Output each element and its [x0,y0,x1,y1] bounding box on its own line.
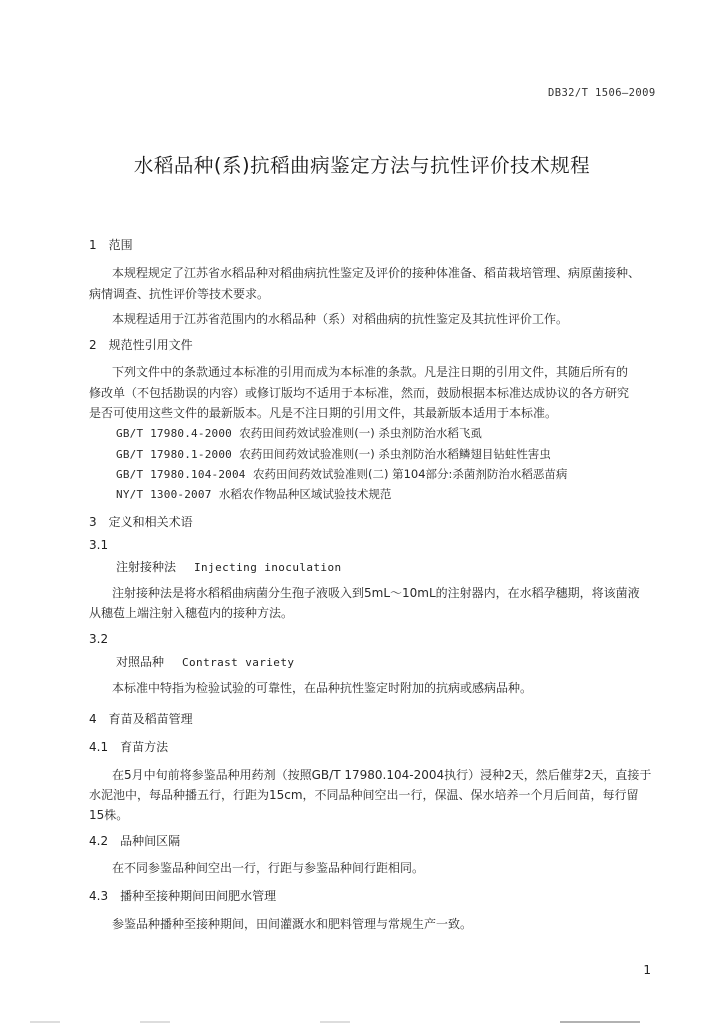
term-number: 3.1 [89,538,109,552]
term-chinese: 注射接种法 [116,560,177,574]
reference-code: NY/T 1300-2007 [116,488,212,501]
subsection-4-1-heading [89,738,168,755]
subsection-title: 播种至接种期间田间肥水管理 [120,889,277,903]
section-title: 育苗及稻苗管理 [108,712,193,726]
paragraph: 本规程规定了江苏省水稻品种对稻曲病抗性鉴定及评价的接种体准备、稻苗栽培管理、病原菌接种、 [112,266,641,280]
reference-title: 水稻农作物品种区域试验技术规范 [218,487,392,501]
reference-title: 农药田间药效试验准则(一) 杀虫剂防治水稻鳞翅目钻蛀性害虫 [239,447,551,461]
reference-title: 农药田间药效试验准则(一) 杀虫剂防治水稻飞虱 [239,426,482,440]
section-number: 4 [89,712,97,726]
term-entry [116,653,294,670]
term-number: 3.2 [89,632,109,646]
paragraph: 15株。 [89,808,129,822]
paragraph: 修改单（不包括勘误的内容）或修订版均不适用于本标准，然而，鼓励根据本标准达成协议的各方研究 [89,386,630,400]
paragraph: 下列文件中的条款通过本标准的引用而成为本标准的条款。凡是注日期的引用文件，其随后所有的 [112,365,629,379]
reference-title: 农药田间药效试验准则(二) 第104部分:杀菌剂防治水稻恶苗病 [252,467,568,481]
section-title: 规范性引用文件 [108,338,193,352]
scan-edge-marks [0,1018,724,1024]
subsection-number: 4.2 [89,834,109,848]
reference-item [116,446,551,462]
paragraph: 水泥池中，每品种播五行，行距为15cm，不同品种间空出一行，保温、保水培养一个月后间苗，每行留 [89,788,639,802]
standard-number: DB32/T 1506—2009 [548,87,656,99]
paragraph: 参鉴品种播种至接种期间，田间灌溉水和肥料管理与常规生产一致。 [112,917,473,931]
section-3-heading [89,513,193,530]
term-chinese: 对照品种 [116,655,165,669]
reference-item [116,486,391,502]
page-number: 1 [643,963,651,977]
subsection-4-3-heading [89,887,276,904]
term-english: Contrast variety [182,656,295,669]
paragraph: 是否可使用这些文件的最新版本。凡是不注日期的引用文件，其最新版本适用于本标准。 [89,406,558,420]
reference-code: GB/T 17980.4-2000 [116,427,232,440]
paragraph: 在5月中旬前将参鉴品种用药剂（按照GB/T 17980.104-2004执行）浸种2天，然后催芽2天，直接于 [112,768,652,782]
subsection-title: 育苗方法 [120,740,169,754]
reference-item [116,466,567,482]
paragraph: 病情调查、抗性评价等技术要求。 [89,287,270,301]
subsection-number: 4.1 [89,740,109,754]
paragraph: 本规程适用于江苏省范围内的水稻品种（系）对稻曲病的抗性鉴定及其抗性评价工作。 [112,312,569,326]
section-number: 3 [89,515,97,529]
reference-code: GB/T 17980.1-2000 [116,448,232,461]
paragraph: 从穗苞上端注射入穗苞内的接种方法。 [89,606,294,620]
subsection-4-2-heading [89,832,180,849]
subsection-number: 4.3 [89,889,109,903]
paragraph: 注射接种法是将水稻稻曲病菌分生孢子液吸入到5mL～10mL的注射器内，在水稻孕穗期，将该菌液 [112,586,640,600]
section-title: 范围 [108,238,133,252]
section-2-heading [89,336,193,353]
document-title: 水稻品种(系)抗稻曲病鉴定方法与抗性评价技术规程 [133,154,591,177]
section-number: 2 [89,338,97,352]
term-entry [116,558,342,575]
paragraph: 本标准中特指为检验试验的可靠性，在品种抗性鉴定时附加的抗病或感病品种。 [112,681,533,695]
term-english: Injecting inoculation [194,561,342,574]
section-title: 定义和相关术语 [108,515,193,529]
section-4-heading [89,710,193,727]
section-number: 1 [89,238,97,252]
section-1-heading [89,236,133,253]
subsection-title: 品种间区隔 [120,834,181,848]
reference-code: GB/T 17980.104-2004 [116,468,246,481]
paragraph: 在不同参鉴品种间空出一行，行距与参鉴品种间行距相同。 [112,861,425,875]
reference-item [116,425,482,441]
